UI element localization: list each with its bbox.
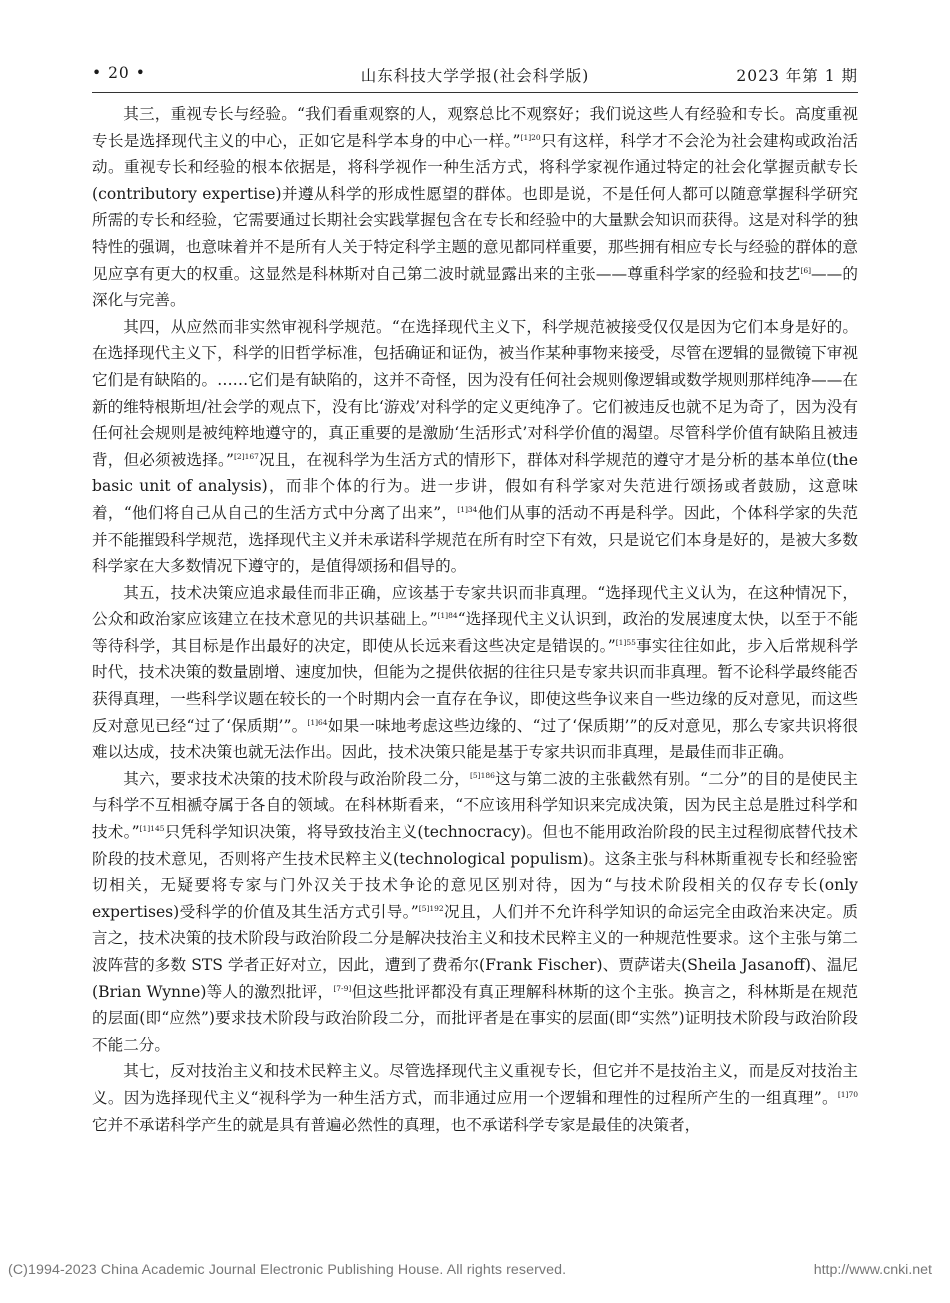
citation-ref: [2]167 xyxy=(234,451,259,461)
citation-ref: [1]20 xyxy=(520,132,541,142)
citation-ref: [7-9] xyxy=(333,983,352,993)
paragraph-text: 其六，要求技术决策的技术阶段与政治阶段二分， xyxy=(123,769,470,788)
issue-label: 2023 年第 1 期 xyxy=(736,67,858,85)
citation-ref: [5]192 xyxy=(418,903,444,913)
paragraph-text: 其七，反对技治主义和技术民粹主义。尽管选择现代主义重视专长，但它并不是技治主义，而是反对技治主义。因为选择现代主义“视科学为一种生活方式，而非通过应用一个逻辑和理性的过程所产生的一组真理”。 xyxy=(92,1062,858,1107)
paragraph-text: 事实往往如此，步入后常规科学时代，技术决策的数量剧增、速度加快，但能为之提供依据的往往只是专家共识而非真理。暂不论科学最终能否获得真理，一些科学议题在较长的一个时期内会一直存在争议，即使这些争议来自一些边缘的反对意见，而这些反对意见已经“过了‘保质期’”。 xyxy=(92,636,858,735)
citation-ref: [1]34 xyxy=(457,504,478,514)
paragraph-text: 其三，重视专长与经验。“我们看重观察的人，观察总比不观察好；我们说这些人有经验和专长。高度重视专长是选择现代主义的中心，正如它是科学本身的中心一样。” xyxy=(92,105,858,150)
citation-ref: [1]70 xyxy=(837,1089,858,1099)
paragraph-text: 其五，技术决策应追求最佳而非正确，应该基于专家共识而非真理。“选择现代主义认为，在这种情况下，公众和政治家应该建立在技术意见的共识基础上。” xyxy=(92,583,858,629)
paragraph-text: ——的深化与完善。 xyxy=(92,264,858,310)
paragraph xyxy=(92,101,858,314)
cnki-link[interactable]: http://www.cnki.net xyxy=(813,1262,932,1278)
paragraph-text: 如果一味地考虑这些边缘的、“过了‘保质期’”的反对意见，那么专家共识将很难以达成，技术决策也就无法作出。因此，技术决策只能是基于专家共识而非真理，是最佳而非正确。 xyxy=(92,716,859,762)
paragraph-text: 这与第二波的主张截然有别。“二分”的目的是使民主与科学不互相褫夺属于各自的领域。在科林斯看来，“不应该用科学知识来完成决策，因为民主总是胜过科学和技术。” xyxy=(92,769,858,842)
paragraph xyxy=(92,314,858,580)
paragraph xyxy=(92,1058,858,1138)
page-number: • 20 • xyxy=(92,64,146,82)
paragraph-text: 其四，从应然而非实然审视科学规范。“在选择现代主义下，科学规范被接受仅仅是因为它们本身是好的。在选择现代主义下，科学的旧哲学标准，包括确证和证伪，被当作某种事物来接受，尽管在逻辑的显微镜下审视它们是有缺陷的。……它们是有缺陷的，这并不奇怪，因为没有任何社会规则像逻辑或数学规则那样纯净——在新的维特根斯坦/社会学的观点下，没有比‘游戏’对科学的定义更纯净了。它们被违反也就不足为奇了，因为没有任何社会规则是被纯粹地遵守的，真正重要的是激励‘生活形式’对科学价值的渴望。尽管科学价值有缺陷且被违背，但必须被选择。” xyxy=(92,317,858,469)
paragraph-text: 只凭科学知识决策，将导致技治主义(technocracy)。但也不能用政治阶段的民主过程彻底替代技术阶段的技术意见，否则将产生技术民粹主义(technological populism)。这条主张与科林斯重视专长和经验密切相关，无疑要将专家与门外汉关于技术争论的意见区别对待，因为“与技术阶段相关的仅存专长(only expertises)受科学的价值及其生活方式引导。” xyxy=(92,823,858,921)
paragraph-text: 只有这样，科学才不会沦为社会建构或政治活动。重视专长和经验的根本依据是，将科学视作一种生活方式，将科学家视作通过特定的社会化掌握贡献专长(contributory expertise)并遵从科学的形成性愿望的群体。也即是说，不是任何人都可以随意掌握科学研究所需的专长和经验，它需要通过长期社会实践掌握包含在专长和经验中的大量默会知识而获得。这是对科学的独特性的强调，也意味着并不是所有人关于特定科学主题的意见都同样重要，那些拥有相应专长与经验的群体的意见应享有更大的权重。这显然是科林斯对自己第二波时就显露出来的主张——尊重科学家的经验和技艺 xyxy=(92,131,858,283)
citation-ref: [1]145 xyxy=(139,824,165,834)
citation-ref: [5]186 xyxy=(469,770,495,780)
paragraph xyxy=(92,766,858,1059)
citation-ref: [1]84 xyxy=(437,611,458,621)
journal-title: 山东科技大学学报(社会科学版) xyxy=(360,67,590,85)
body-text xyxy=(92,101,858,1138)
header-rule xyxy=(92,92,858,93)
citation-ref: [1]55 xyxy=(615,637,636,647)
paragraph-text: 他们从事的活动不再是科学。因此，个体科学家的失范并不能摧毁科学规范，选择现代主义并未承诺科学规范在所有时空下有效，只是说它们本身是好的，是被大多数科学家在大多数情况下遵守的，是值得颂扬和倡导的。 xyxy=(92,503,858,576)
copyright-notice: (C)1994-2023 China Academic Journal Electronic Publishing House. All rights reserved. xyxy=(8,1262,567,1278)
paragraph-text: “选择现代主义认识到，政治的发展速度太快，以至于不能等待科学，其目标是作出最好的决定，即使从长远来看这些决定是错误的。” xyxy=(92,610,858,655)
paragraph-text: 但这些批评都没有真正理解科林斯的这个主张。换言之，科林斯是在规范的层面(即“应然”)要求技术阶段与政治阶段二分，而批评者是在事实的层面(即“实然”)证明技术阶段与政治阶段不能二分。 xyxy=(92,982,858,1054)
paragraph-text: 况且，在视科学为生活方式的情形下，群体对科学规范的遵守才是分析的基本单位(the basic unit of analysis)，而非个体的行为。进一步讲，假如有科学家对失范进行颂扬或者鼓励，这意味着，“他们将自己从自己的生活方式中分离了出来”， xyxy=(92,450,858,522)
paragraph xyxy=(92,580,858,766)
citation-ref: [1]64 xyxy=(307,717,328,727)
citation-ref: [6] xyxy=(800,265,812,275)
paragraph-text: 它并不承诺科学产生的就是具有普遍必然性的真理，也不承诺科学专家是最佳的决策者， xyxy=(92,1115,701,1134)
running-header xyxy=(92,62,858,88)
paragraph-text: 况且，人们并不允许科学知识的命运完全由政治来决定。质言之，技术决策的技术阶段与政治阶段二分是解决技治主义和技术民粹主义的一种规范性要求。这个主张与第二波阵营的多数 STS 学者正好对立，因此，遭到了费希尔(Frank Fischer)、贾萨诺夫(Sheila Jasanoff)、温尼(Brian Wynne)等人的激烈批评， xyxy=(92,902,858,1001)
